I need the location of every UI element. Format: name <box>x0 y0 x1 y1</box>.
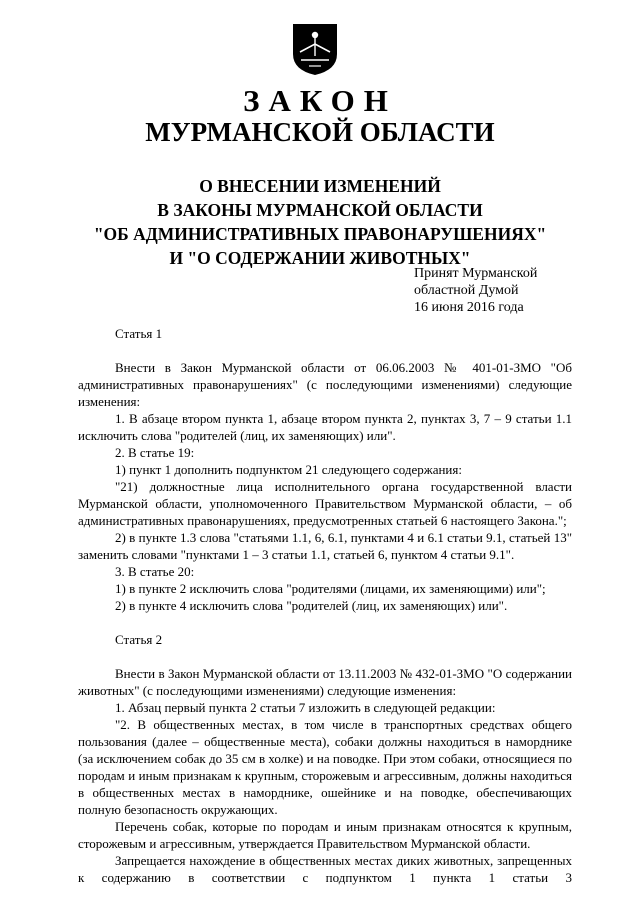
coat-of-arms-emblem <box>291 22 339 77</box>
adoption-date: 16 июня 2016 года <box>414 300 524 315</box>
law-body <box>78 325 572 886</box>
subject-line: И "О СОДЕРЖАНИИ ЖИВОТНЫХ" <box>169 248 471 268</box>
paragraph: "21) должностные лица исполнительного органа государственной власти Мурманской области, уполномоченного Правительством Мурманской области, – об административных правонарушениях, предусмотренных статьей 6 настоящего Закона."; <box>78 479 572 528</box>
article-heading: Статья 2 <box>115 632 163 647</box>
paragraph: 2. В статье 19: <box>115 445 195 460</box>
paragraph: Перечень собак, которые по породам и иным признакам относятся к крупным, сторожевым и агрессивным, утверждается Правительством Мурманской области. <box>78 819 572 851</box>
paragraph: 1) в пункте 2 исключить слова "родителями (лицами, их заменяющими) или"; <box>115 581 546 596</box>
article-heading: Статья 1 <box>115 326 163 341</box>
paragraph: 2) в пункте 1.3 слова "статьями 1.1, 6, 6.1, пунктами 4 и 6.1 статьи 9.1, статьей 13" заменить словами "пунктами 1 – 3 статьи 1.1, статьей 6, пунктом 4 статьи 9.1". <box>78 530 572 562</box>
law-subject <box>0 174 640 270</box>
adoption-note <box>414 265 537 316</box>
paragraph: 2) в пункте 4 исключить слова "родителей (лиц, их заменяющих) или". <box>115 598 508 613</box>
adoption-line: областной Думой <box>414 283 519 298</box>
region-title: МУРМАНСКОЙ ОБЛАСТИ <box>145 117 495 147</box>
law-title: ЗАКОН <box>243 83 397 118</box>
subject-line: О ВНЕСЕНИИ ИЗМЕНЕНИЙ <box>199 176 441 196</box>
paragraph: Внести в Закон Мурманской области от 13.11.2003 № 432-01-ЗМО "О содержании животных" (с последующими изменениями) следующие изменения: <box>78 666 572 698</box>
subject-line: "ОБ АДМИНИСТРАТИВНЫХ ПРАВОНАРУШЕНИЯХ" <box>93 224 547 244</box>
adoption-line: Принят Мурманской <box>414 266 538 281</box>
paragraph: 1. Абзац первый пункта 2 статьи 7 изложить в следующей редакции: <box>115 700 496 715</box>
paragraph: 1) пункт 1 дополнить подпунктом 21 следующего содержания: <box>115 462 462 477</box>
paragraph: Запрещается нахождение в общественных местах диких животных, запрещенных к содержанию в соответствии с подпунктом 1 пункта 1 статьи 3 <box>78 853 572 885</box>
paragraph: "2. В общественных местах, в том числе в транспортных средствах общего пользования (далее – общественные места), собаки должны находиться в наморднике (за исключением собак до 35 см в холке) и на поводке. При этом собаки, относящиеся по породам и иным признакам к крупным, сторожевым и агрессивным, должны находиться в общественных местах в наморднике, ошейнике и на поводке, обеспечивающих полную безопасность окружающих. <box>78 717 572 817</box>
paragraph: 3. В статье 20: <box>115 564 195 579</box>
paragraph: 1. В абзаце втором пункта 1, абзаце втором пункта 2, пунктах 3, 7 – 9 статьи 1.1 исключить слова "родителей (лиц, их заменяющих) или". <box>78 411 572 443</box>
paragraph: Внести в Закон Мурманской области от 06.06.2003 № 401-01-ЗМО "Об административных правонарушениях" (с последующими изменениями) следующие изменения: <box>78 360 572 409</box>
subject-line: В ЗАКОНЫ МУРМАНСКОЙ ОБЛАСТИ <box>157 200 483 220</box>
